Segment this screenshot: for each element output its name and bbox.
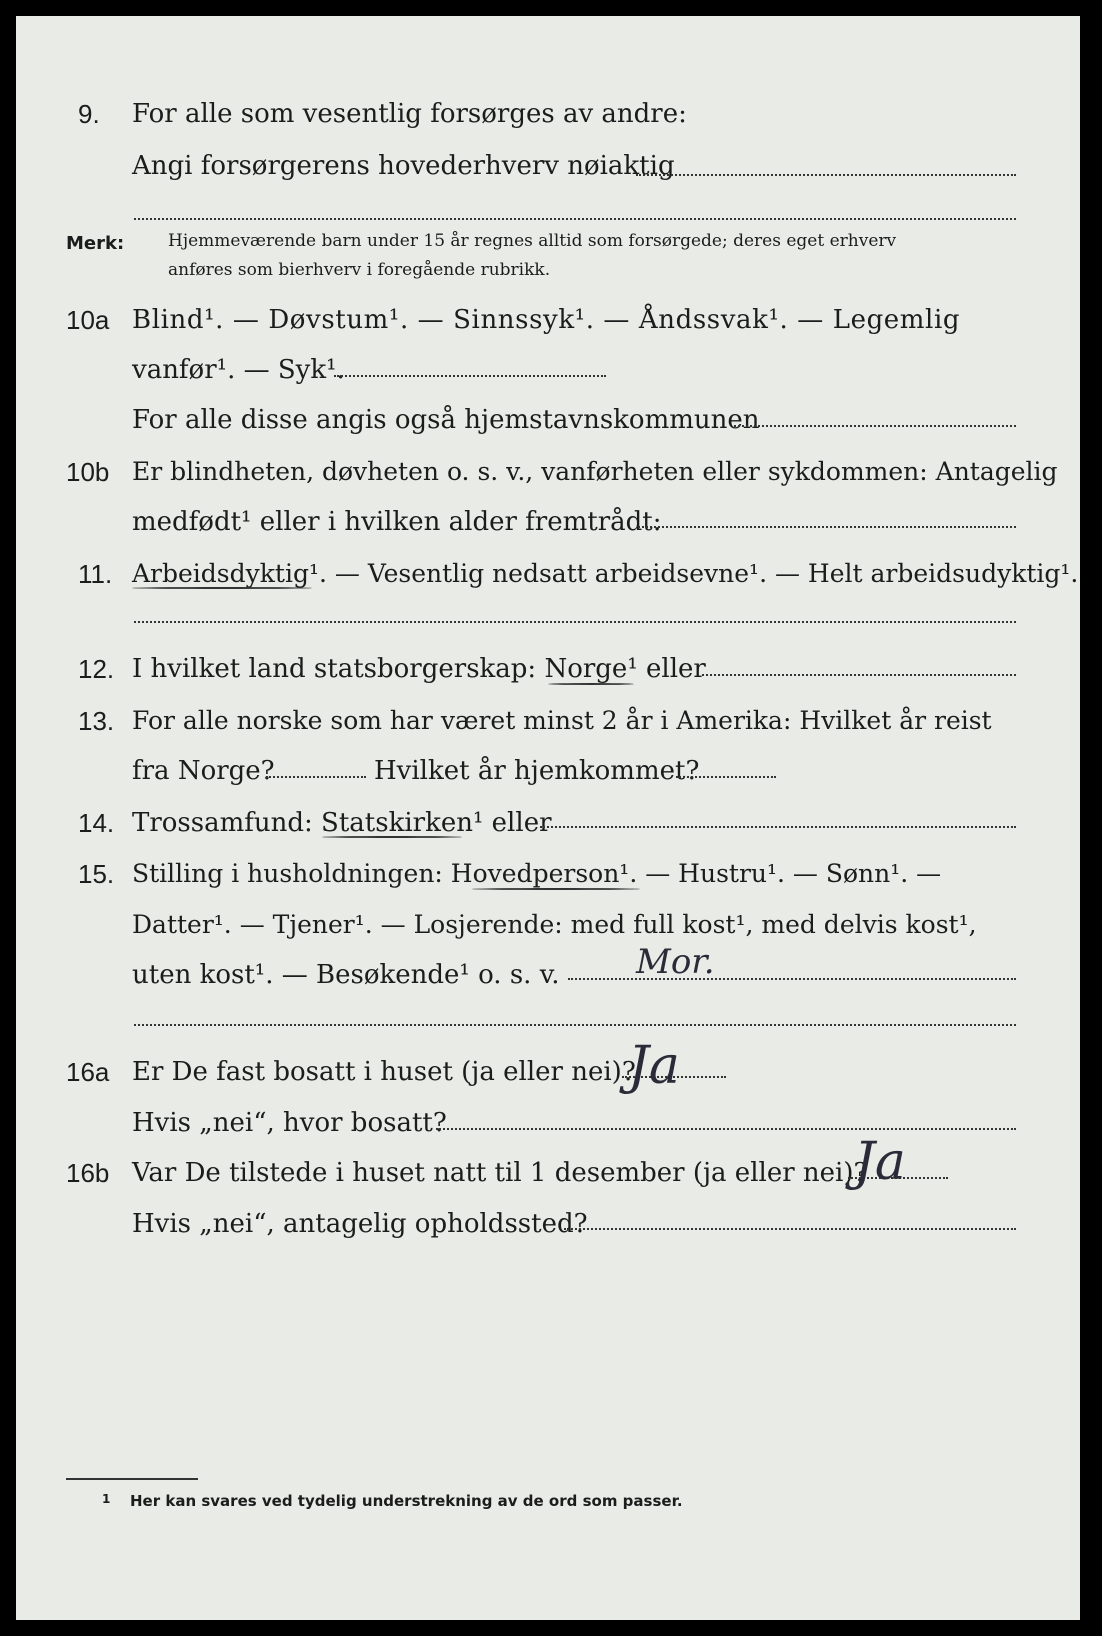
question-number: 9. xyxy=(78,99,100,129)
question-text: For alle som vesentlig forsørges av andre: xyxy=(132,99,687,129)
handwritten-underline xyxy=(472,888,640,890)
handwritten-underline xyxy=(132,587,312,589)
question-text: Hvis „nei“, antagelig opholdssted? xyxy=(132,1209,588,1239)
question-text: Arbeidsdyktig¹. — Vesentlig nedsatt arbeidsevne¹. — Helt arbeidsudyktig¹. xyxy=(132,559,1079,588)
question-number: 16b xyxy=(66,1158,110,1188)
handwritten-underline xyxy=(548,683,634,685)
answer-line[interactable] xyxy=(436,1128,1016,1130)
answer-line[interactable] xyxy=(636,174,1016,176)
footnote-marker: 1 xyxy=(102,1492,111,1506)
question-number: 13. xyxy=(78,706,115,736)
footnote-text: Her kan svares ved tydelig understrekning av de ord som passer. xyxy=(130,1492,683,1510)
census-form-page xyxy=(16,16,1080,1620)
answer-line[interactable] xyxy=(564,1228,1016,1230)
question-text: Angi forsørgerens hovederhverv nøiaktig xyxy=(132,151,675,181)
answer-line[interactable] xyxy=(676,776,776,778)
question-text: uten kost¹. — Besøkende¹ o. s. v. xyxy=(132,960,560,990)
question-text: Stilling i husholdningen: Hovedperson¹. — Hustru¹. — Sønn¹. — xyxy=(132,859,942,888)
answer-line[interactable] xyxy=(134,1024,1016,1026)
handwritten-answer: Mor. xyxy=(636,942,715,982)
question-text: Trossamfund: Statskirken¹ eller xyxy=(132,808,552,838)
handwritten-answer: Ja xyxy=(628,1036,680,1096)
answer-line[interactable] xyxy=(266,776,366,778)
note-text: Hjemmeværende barn under 15 år regnes alltid som forsørgede; deres eget erhverv xyxy=(168,231,897,251)
answer-line[interactable] xyxy=(134,621,1016,623)
handwritten-answer: Ja xyxy=(854,1132,906,1192)
question-text: Blind¹. — Døvstum¹. — Sinnssyk¹. — Åndssvak¹. — Legemlig xyxy=(132,305,961,335)
question-text: Hvis „nei“, hvor bosatt? xyxy=(132,1108,447,1138)
question-text: fra Norge? xyxy=(132,756,275,786)
answer-line[interactable] xyxy=(734,425,1016,427)
question-number: 10a xyxy=(66,305,110,335)
answer-line[interactable] xyxy=(540,826,1016,828)
question-text: vanfør¹. — Syk¹. xyxy=(132,355,345,385)
question-number: 14. xyxy=(78,808,115,838)
handwritten-underline xyxy=(322,836,462,838)
merk-label: Merk: xyxy=(66,233,125,254)
question-number: 10b xyxy=(66,457,110,487)
question-number: 12. xyxy=(78,654,115,684)
answer-line[interactable] xyxy=(334,375,606,377)
question-text: For alle disse angis også hjemstavnskommunen xyxy=(132,405,760,435)
question-number: 16a xyxy=(66,1057,110,1087)
question-text: Hvilket år hjemkommet? xyxy=(374,756,700,786)
question-number: 11. xyxy=(78,559,113,589)
note-text: anføres som bierhverv i foregående rubrikk. xyxy=(168,260,551,280)
question-text: medfødt¹ eller i hvilken alder fremtrådt: xyxy=(132,507,662,537)
question-text: For alle norske som har været minst 2 år i Amerika: Hvilket år reist xyxy=(132,706,992,735)
question-text: Var De tilstede i huset natt til 1 desember (ja eller nei)? xyxy=(132,1158,868,1188)
answer-line[interactable] xyxy=(638,526,1016,528)
question-text: Er De fast bosatt i huset (ja eller nei)? xyxy=(132,1057,636,1087)
question-text: Er blindheten, døvheten o. s. v., vanførheten eller sykdommen: Antagelig xyxy=(132,457,1058,486)
answer-line[interactable] xyxy=(134,218,1016,220)
question-text: Datter¹. — Tjener¹. — Losjerende: med full kost¹, med delvis kost¹, xyxy=(132,910,977,939)
footnote-rule xyxy=(66,1478,198,1480)
question-text: I hvilket land statsborgerskap: Norge¹ eller xyxy=(132,654,706,684)
question-number: 15. xyxy=(78,859,115,889)
answer-line[interactable] xyxy=(702,674,1016,676)
